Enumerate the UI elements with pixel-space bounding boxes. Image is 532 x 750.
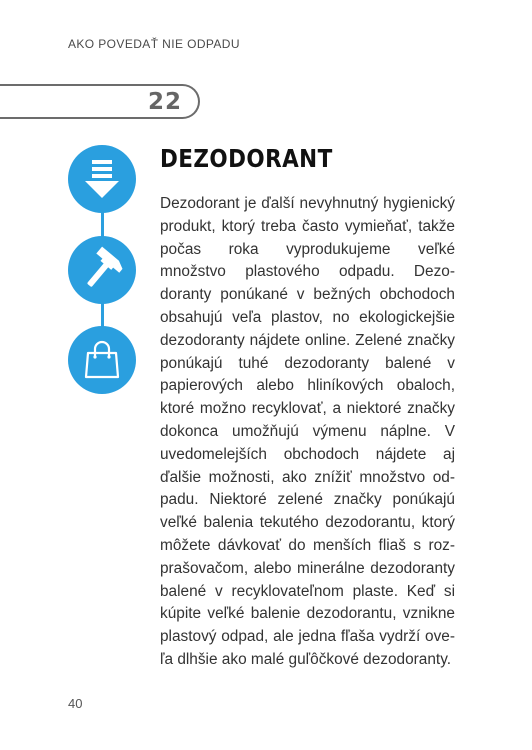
page-number: 40: [68, 696, 83, 711]
running-head: AKO POVEDAŤ NIE ODPADU: [68, 37, 240, 51]
reduce-download-icon: [68, 145, 136, 213]
chapter-tab: [0, 84, 200, 119]
shopping-bag-icon: [68, 326, 136, 394]
hammer-icon: [68, 236, 136, 304]
chapter-title: DEZODORANT: [160, 144, 333, 173]
body-paragraph: Dezodorant je ďalší nevyhnutný hygienický produkt, ktorý treba často vymieňať, takže počas roka vyprodukujeme veľké množstvo plastového odpadu. Dezodoranty ponúkané v bežných obchodoch obsahujú veľa plastov, no ekologickejšie dezodoranty nájdete online. Zelené značky ponúkajú tuhé dezodoranty balené v papierových alebo hliníkových obaloch, ktoré možno recyklovať, a niektoré značky dokonca umožňujú výmenu náplne. V uvedomelejších obchodoch nájdete aj ďalšie možnosti, ako znížiť množstvo odpadu. Niektoré zelené značky ponúkajú veľké balenia tekutého dezodorantu, ktorý môžete dávkovať do menších fliaš s rozprašovačom, alebo minerálne dezodoranty balené v recyklovateľnom plaste. Keď si kúpite veľké balenie dezodorantu, vznikne plastový odpad, ale jedna fľaša vydrží oveľa dlhšie ako malé guľôčkové dezodoranty.: [160, 195, 455, 668]
chapter-number: 22: [147, 89, 182, 115]
